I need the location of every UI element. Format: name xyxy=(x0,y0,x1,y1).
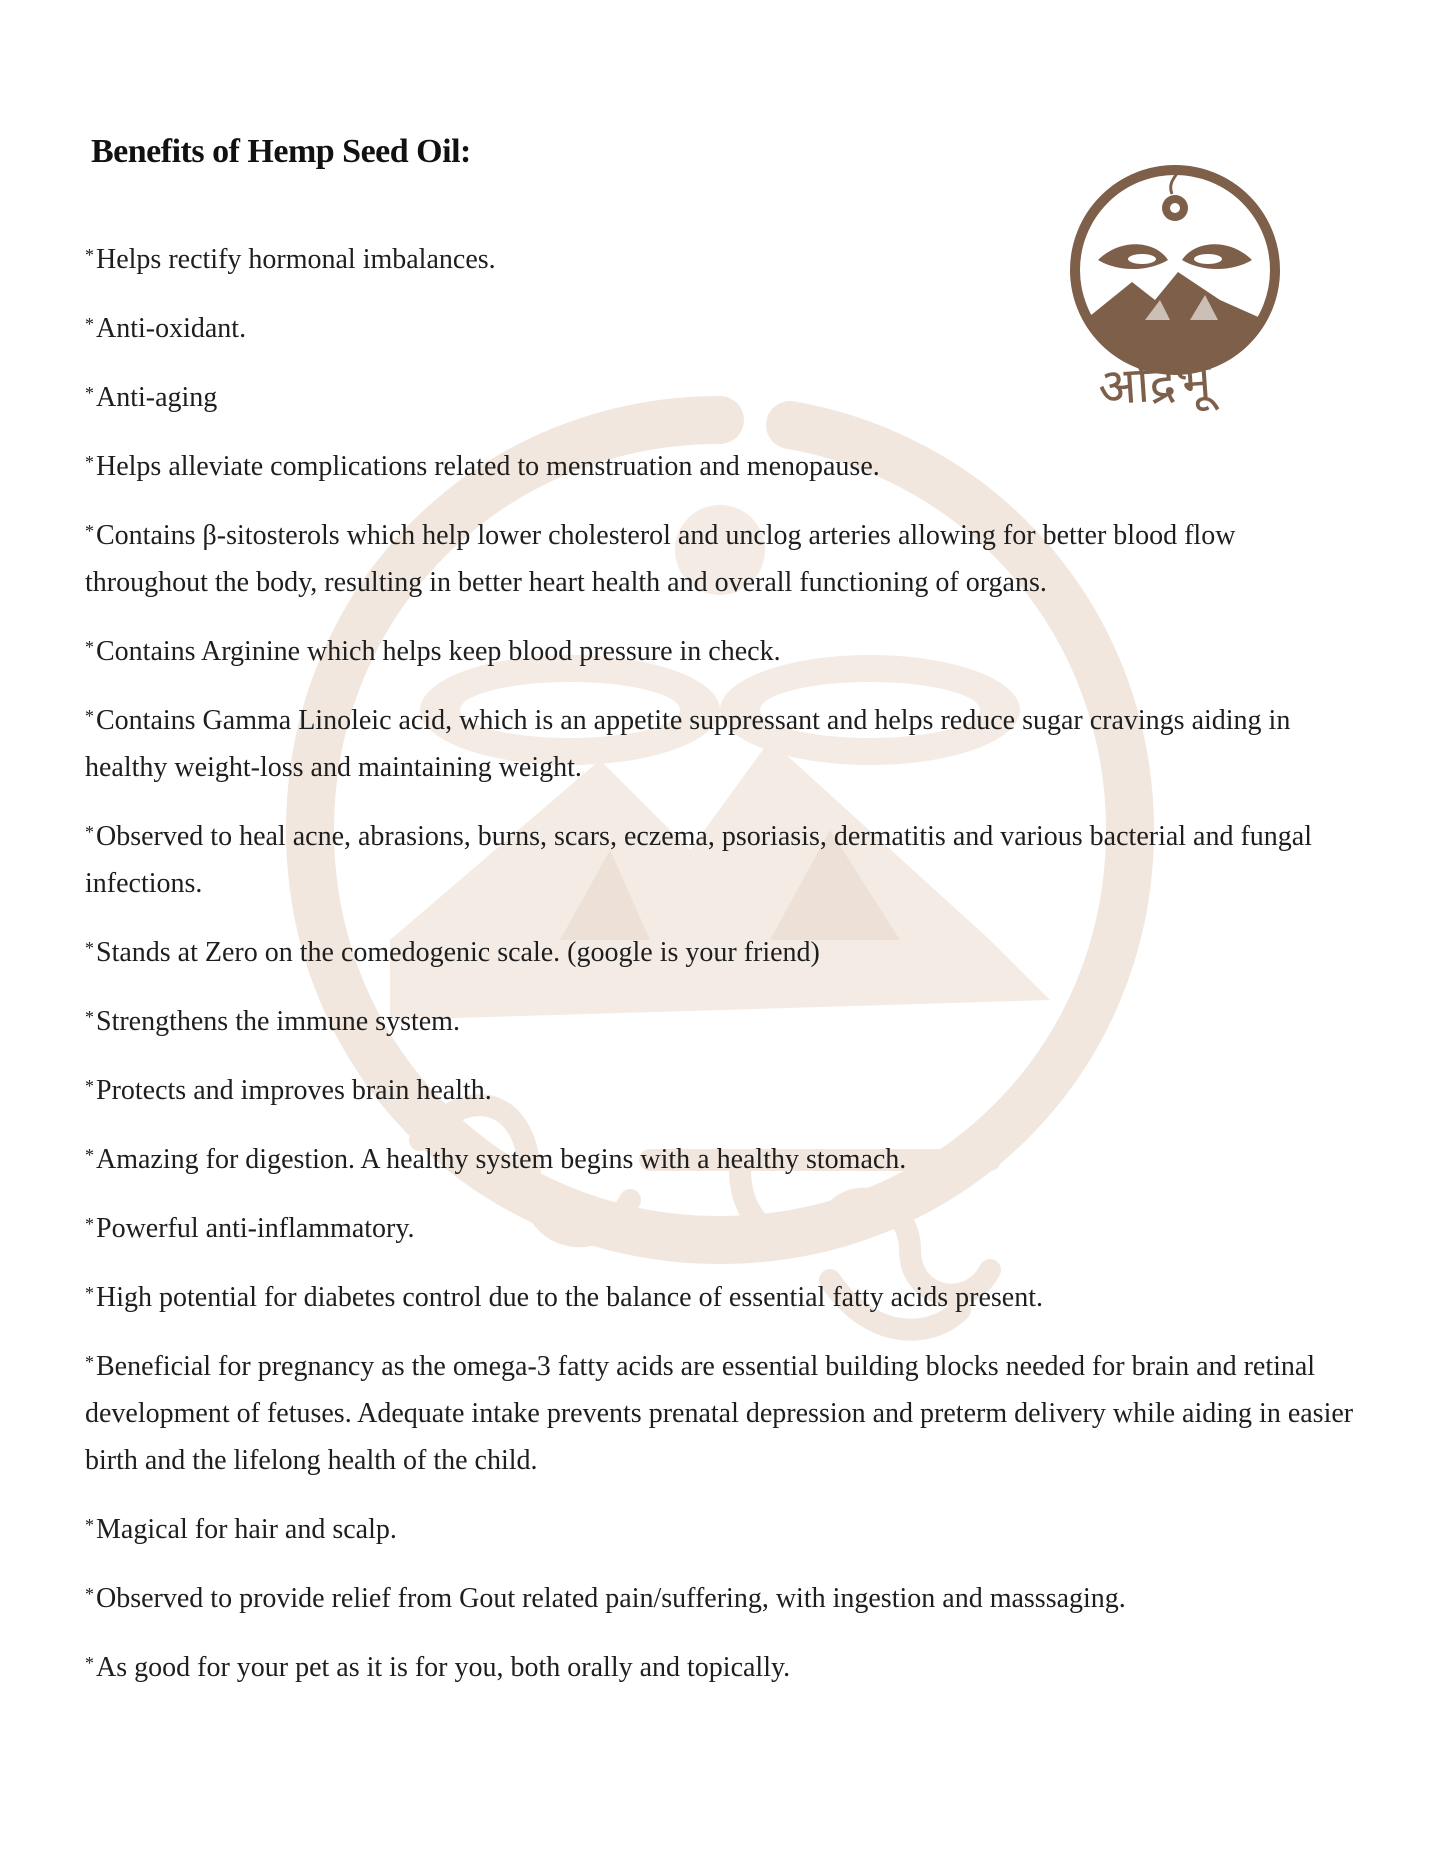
bullet-star: * xyxy=(85,245,94,265)
bullet-star: * xyxy=(85,706,94,726)
list-item xyxy=(85,301,1355,352)
list-item-text: Contains Gamma Linoleic acid, which is an appetite suppressant and helps reduce sugar cravings aiding in healthy weight-loss and maintaining weight. xyxy=(85,705,1291,783)
bullet-star: * xyxy=(85,521,94,541)
list-item-text: As good for your pet as it is for you, both orally and topically. xyxy=(96,1652,791,1683)
bullet-star: * xyxy=(85,1515,94,1535)
list-item-text: Amazing for digestion. A healthy system begins with a healthy stomach. xyxy=(96,1144,907,1175)
bullet-star: * xyxy=(85,314,94,334)
bullet-star: * xyxy=(85,1653,94,1673)
list-item-text: Anti-aging xyxy=(96,382,218,413)
bullet-star: * xyxy=(85,1283,94,1303)
list-item-text: Observed to provide relief from Gout related pain/suffering, with ingestion and masssaging. xyxy=(96,1583,1126,1614)
list-item xyxy=(85,1270,1355,1321)
bullet-star: * xyxy=(85,1007,94,1027)
list-item-text: Stands at Zero on the comedogenic scale. (google is your friend) xyxy=(96,937,820,968)
list-item-text: Observed to heal acne, abrasions, burns, scars, eczema, psoriasis, dermatitis and various bacterial and fungal infections. xyxy=(85,821,1313,899)
list-item xyxy=(85,1502,1355,1553)
list-item xyxy=(85,232,1355,283)
list-item-text: Strengthens the immune system. xyxy=(96,1006,460,1037)
benefits-list xyxy=(85,232,1355,1709)
list-item xyxy=(85,1339,1355,1484)
list-item xyxy=(85,1640,1355,1691)
list-item xyxy=(85,925,1355,976)
brand-script-logo: अद्रिभू xyxy=(1096,351,1213,417)
list-item xyxy=(85,994,1355,1045)
bullet-star: * xyxy=(85,1214,94,1234)
bullet-star: * xyxy=(85,1352,94,1372)
list-item xyxy=(85,693,1355,791)
bullet-star: * xyxy=(85,452,94,472)
list-item-text: High potential for diabetes control due to the balance of essential fatty acids present. xyxy=(96,1282,1044,1313)
list-item xyxy=(85,508,1355,606)
bullet-star: * xyxy=(85,637,94,657)
bullet-star: * xyxy=(85,1584,94,1604)
bullet-star: * xyxy=(85,822,94,842)
list-item-text: Helps rectify hormonal imbalances. xyxy=(96,244,496,275)
bullet-star: * xyxy=(85,1145,94,1165)
bullet-star: * xyxy=(85,383,94,403)
list-item-text: Anti-oxidant. xyxy=(96,313,247,344)
list-item xyxy=(85,370,1355,421)
list-item xyxy=(85,624,1355,675)
bullet-star: * xyxy=(85,1076,94,1096)
list-item xyxy=(85,1201,1355,1252)
list-item-text: Powerful anti-inflammatory. xyxy=(96,1213,415,1244)
list-item-text: Magical for hair and scalp. xyxy=(96,1514,397,1545)
list-item xyxy=(85,1132,1355,1183)
list-item xyxy=(85,809,1355,907)
list-item-text: Contains β-sitosterols which help lower cholesterol and unclog arteries allowing for better blood flow throughout the body, resulting in better heart health and overall functioning of organs. xyxy=(85,520,1236,598)
list-item-text: Helps alleviate complications related to menstruation and menopause. xyxy=(96,451,880,482)
list-item xyxy=(85,1571,1355,1622)
list-item-text: Beneficial for pregnancy as the omega-3 fatty acids are essential building blocks needed for brain and retinal development of fetuses. Adequate intake prevents prenatal depression and preterm delivery while aiding in easier birth and the lifelong health of the child. xyxy=(85,1351,1354,1476)
list-item xyxy=(85,439,1355,490)
list-item-text: Protects and improves brain health. xyxy=(96,1075,492,1106)
list-item-text: Contains Arginine which helps keep blood pressure in check. xyxy=(96,636,781,667)
page-title: Benefits of Hemp Seed Oil: xyxy=(91,133,471,170)
bullet-star: * xyxy=(85,938,94,958)
list-item xyxy=(85,1063,1355,1114)
